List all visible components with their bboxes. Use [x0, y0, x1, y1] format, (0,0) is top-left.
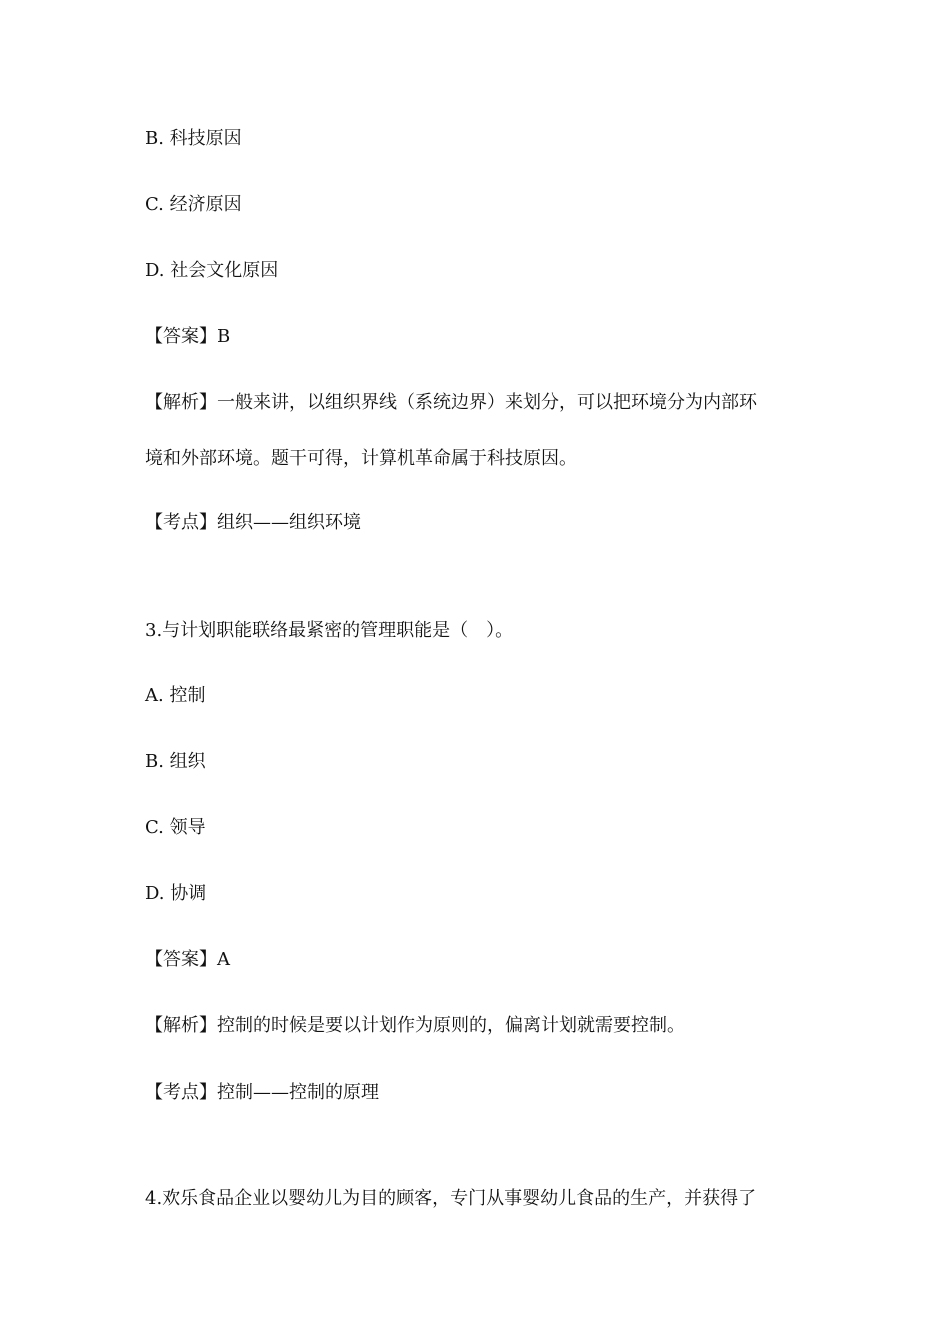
q2-option-c: C. 经济原因	[145, 194, 242, 215]
q2-option-d: D. 社会文化原因	[145, 260, 279, 281]
q2-answer: 【答案】B	[145, 326, 231, 347]
q3-option-b: B. 组织	[145, 751, 206, 772]
q3-analysis: 【解析】控制的时候是要以计划作为原则的，偏离计划就需要控制。	[145, 1015, 685, 1036]
q3-option-d: D. 协调	[145, 883, 207, 904]
q3-option-c: C. 领导	[145, 817, 206, 838]
q3-option-a: A. 控制	[145, 685, 206, 706]
q2-analysis-line2: 境和外部环境。题干可得，计算机革命属于科技原因。	[145, 448, 577, 469]
q3-question: 3.与计划职能联络最紧密的管理职能是（ ）。	[145, 620, 514, 641]
q3-answer: 【答案】A	[145, 949, 230, 970]
q4-question: 4.欢乐食品企业以婴幼儿为目的顾客，专门从事婴幼儿食品的生产，并获得了	[145, 1188, 757, 1209]
q2-option-b: B. 科技原因	[145, 128, 242, 149]
q3-point: 【考点】控制——控制的原理	[145, 1082, 379, 1103]
q2-point: 【考点】组织——组织环境	[145, 512, 361, 533]
q2-analysis-line1: 【解析】一般来讲，以组织界线（系统边界）来划分，可以把环境分为内部环	[145, 392, 757, 413]
q2-analysis	[145, 391, 809, 471]
